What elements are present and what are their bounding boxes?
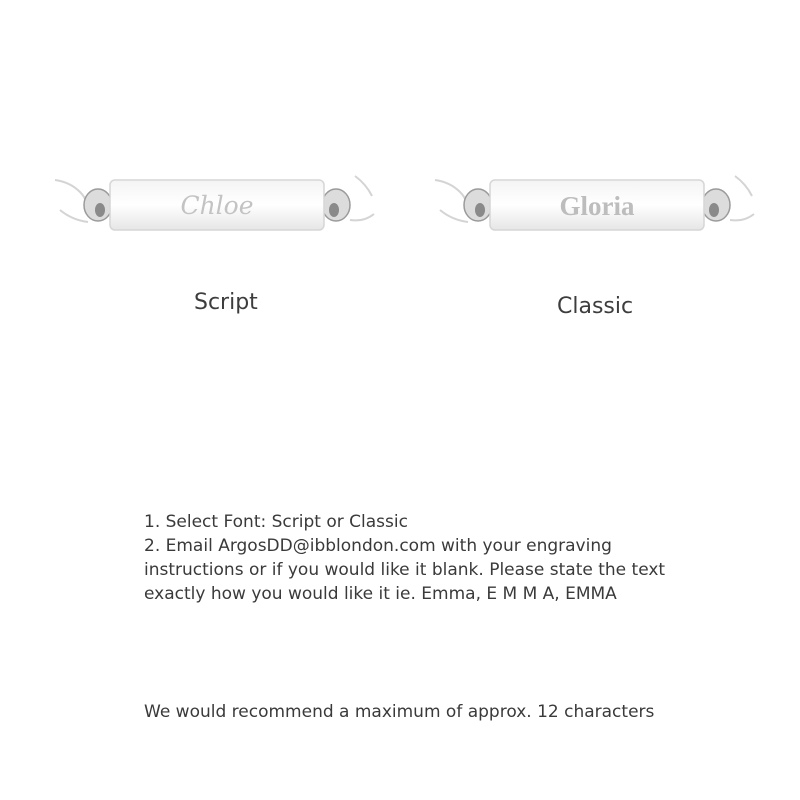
script-font-label: Script xyxy=(194,290,258,315)
instruction-step-2-line-1: 2. Email ArgosDD@ibblondon.com with your engraving xyxy=(144,536,612,556)
script-bracelet-image xyxy=(50,160,380,250)
character-limit-note: We would recommend a maximum of approx. 12 characters xyxy=(144,702,655,722)
script-engraving-sample: Chloe xyxy=(180,191,254,220)
classic-engraving-sample: Gloria xyxy=(559,191,635,221)
instruction-step-2-line-3: exactly how you would like it ie. Emma, E M M A, EMMA xyxy=(144,584,617,604)
classic-bracelet-image xyxy=(430,160,760,250)
instruction-step-2-line-2: instructions or if you would like it blank. Please state the text xyxy=(144,560,666,580)
engraving-instructions xyxy=(144,510,744,606)
instruction-step-1: 1. Select Font: Script or Classic xyxy=(144,512,408,532)
classic-font-label: Classic xyxy=(557,294,634,319)
